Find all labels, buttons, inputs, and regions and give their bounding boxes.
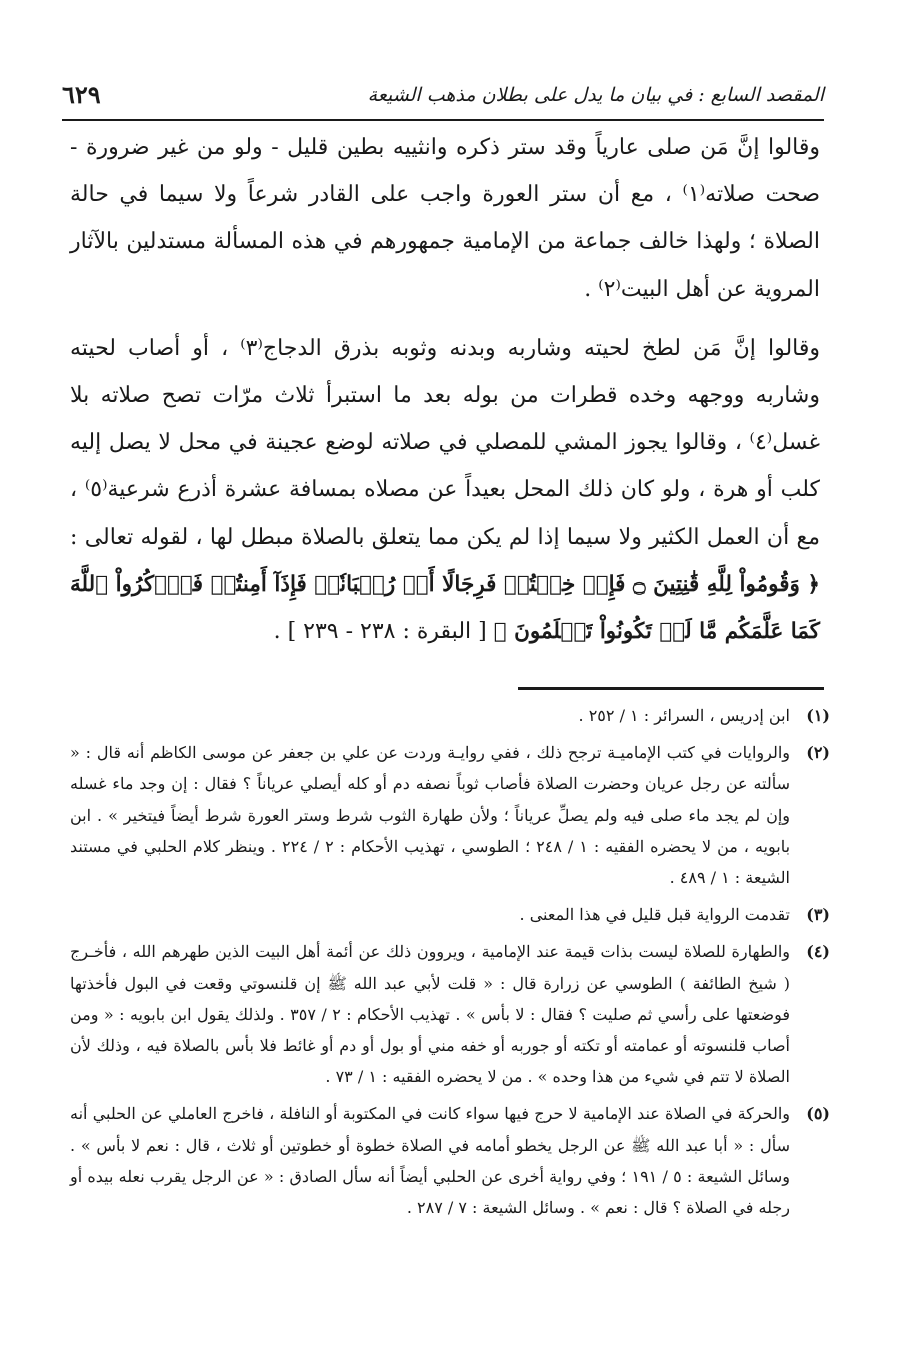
header-title: المقصد السابع : في بيان ما يدل على بطلان مذهب الشيعة [367,84,824,106]
footnote-5 [70,1098,830,1223]
header-rule [62,119,824,121]
footnote-number: (٥) [806,1104,830,1124]
running-header [62,80,824,116]
footnote-text: والحركة في الصلاة عند الإمامية لا حرج فيها سواء كانت في المكتوبة أو النافلة ، فاخرج العاملي عن الحلبي أنه سأل : « أبا عبد الله ﷺ عن الرجل يخطو أمامه في الصلاة خطوة أو خطوتين أو ثلاث ، قال : نعم لا بأس » . وسائل الشيعة : ٥ / ١٩١ ؛ وفي رواية أخرى عن الحلبي أيضاً أنه سأل الصادق : « عن الرجل يقرب نعله بيده أو رجله في الصلاة ؟ قال : نعم » . وسائل الشيعة : ٧ / ٢٨٧ . [70,1104,791,1218]
paragraph-1: وقالوا إنَّ مَن صلى عارياً وقد ستر ذكره وانثييه بطين قليل - ولو من غير ضرورة - صحت صلاته⁽١⁾ ، مع أن ستر العورة واجب على القادر شرعاً ولا سيما في حالة الصلاة ؛ ولهذا خالف جماعة من الإمامية جمهورهم في هذه المسألة مستدلين بالآثار المروية عن أهل البيت⁽٢⁾ . [70,135,820,302]
footnotes [70,700,830,1229]
footnote-number: (٢) [806,743,830,763]
paragraph-2 [70,325,820,655]
footnote-text: والروايات في كتب الإماميـة ترجح ذلك ، ففي روايـة وردت عن علي بن جعفر عن موسى الكاظم أنه قال : « سألته عن رجل عريان وحضرت الصلاة فأصاب ثوباً نصفه دم أو كله أيصلي عرياناً ؟ فقال : إن وجد ماء غسله وإن لم يجد ماء صلى فيه ولم يصلِّ عرياناً ؛ ولأن طهارة الثوب شرط وستر العورة شرط أيضاً فيتخير » . ابن بابويه ، من لا يحضره الفقيه : ١ / ٢٤٨ ؛ الطوسي ، تهذيب الأحكام : ٢ / ٢٢٤ . وينظر كلام الحلبي في مستند الشيعة : ١ / ٤٨٩ . [70,743,791,888]
footnote-text: ابن إدريس ، السرائر : ١ / ٢٥٢ . [578,706,790,725]
footnote-number: (٣) [806,905,830,925]
footnote-number: (١) [806,706,830,725]
paragraph-2-text: وقالوا إنَّ مَن لطخ لحيته وشاربه وبدنه وثوبه بذرق الدجاج⁽٣⁾ ، أو أصاب لحيته وشاربه ووجهه وخده قطرات من بوله بعد ما استبرأ ثلاث مرّات تصح صلاته بلا غسل⁽٤⁾ ، وقالوا يجوز المشي للمصلي في صلاته لوضع عجينة في محل لا يصل إليه كلب أو هرة ، ولو كان ذلك المحل بعيداً عن مصلاه بمسافة عشرة أذرع شرعية⁽٥⁾ ، مع أن العمل الكثير ولا سيما إذا لم يكن مما يتعلق بالصلاة مبطل لها ، لقوله تعالى : [70,335,821,550]
main-text [70,124,820,655]
footnote-2 [70,737,830,893]
footnote-separator [518,687,824,690]
footnote-3 [70,899,830,930]
page-number: ٦٢٩ [62,80,101,109]
verse-reference: [ البقرة : ٢٣٨ - ٢٣٩ ] . [273,619,487,645]
footnote-1 [70,700,830,731]
footnote-text: والطهارة للصلاة ليست بذات قيمة عند الإمامية ، ويروون ذلك عن أئمة أهل البيت الذين طهرهم الله ، فأخـرج ( شيخ الطائفة ) الطوسي عن زرارة قال : « قلت لأبي عبد الله ﷺ إن قلنسوتي وقعت في البول فأخذتها فوضعتها على رأسي ثم صليت ؟ فقال : لا بأس » . تهذيب الأحكام : ٢ / ٣٥٧ . ولذلك يقول ابن بابويه : « ومن أصاب قلنسوته أو عمامته أو تكته أو جوربه أو خفه مني أو بول أو دم أو غائط فلا بأس بالصلاة فيه ، وذلك لأن الصلاة لا تتم في شيء من هذا وحده » . من لا يحضره الفقيه : ١ / ٧٣ . [70,942,791,1087]
footnote-text: تقدمت الرواية قبل قليل في هذا المعنى . [519,905,790,925]
quran-verse: ﴿ وَقُومُواْ لِلَّهِ قَٰنِتِينَ ۝ فَإِنۡ خِفۡتُمۡ فَرِجَالًا أَوۡ رُكۡبَانٗاۖ فَإِذَآ أَمِنتُمۡ فَٱذۡكُرُواْ ٱللَّهَ كَمَا عَلَّمَكُم مَّا لَمۡ تَكُونُواْ تَعۡلَمُونَ ﴾ [70,571,820,645]
footnote-4 [70,936,830,1092]
footnote-number: (٤) [806,942,830,962]
